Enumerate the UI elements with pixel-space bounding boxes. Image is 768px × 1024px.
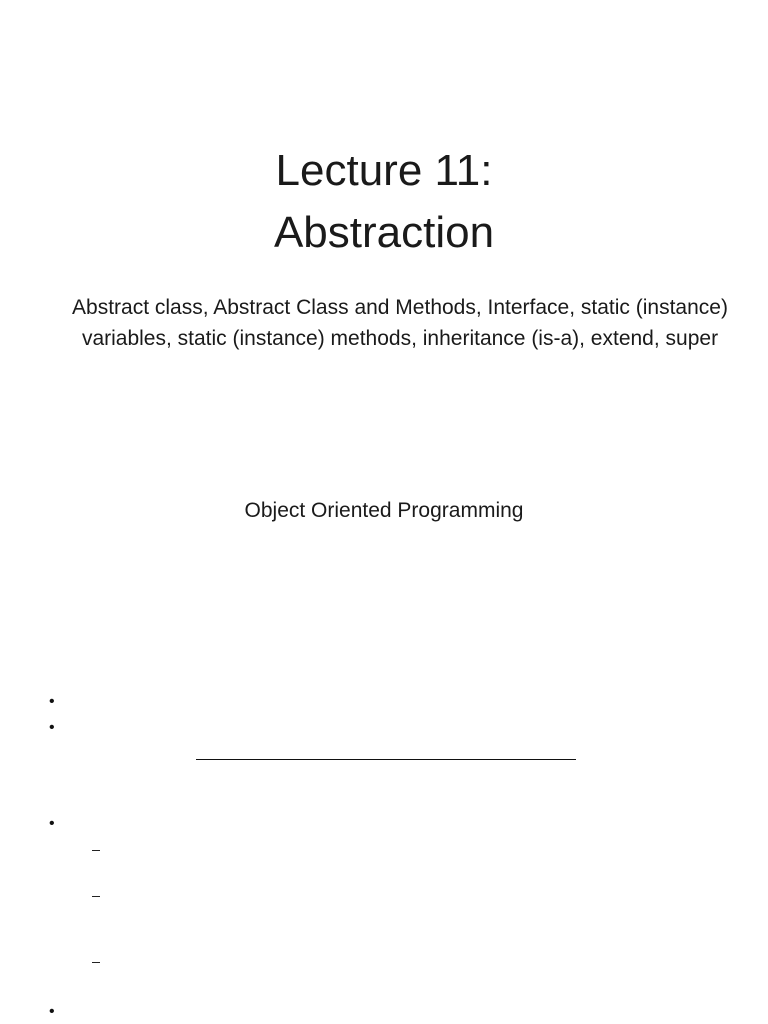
slide-subtitle: Abstract class, Abstract Class and Methods, Interface, static (instance) variables, static (instance) methods, inheritance (is-a), extend, super [72,296,728,350]
fill-in-blank-line [196,759,576,760]
bullet-marker: • [49,815,55,832]
sub-bullet-dash [92,962,100,963]
title-line-2: Abstraction [273,208,495,257]
slide-title [0,140,768,264]
bullet-marker: • [49,719,55,736]
bullet-marker: • [49,693,55,710]
sub-bullet-dash [92,896,100,897]
course-name: Object Oriented Programming [244,499,524,522]
sub-bullet-dash [92,850,100,851]
title-line-1: Lecture 11: [275,146,493,195]
bullet-marker: • [49,1003,55,1020]
